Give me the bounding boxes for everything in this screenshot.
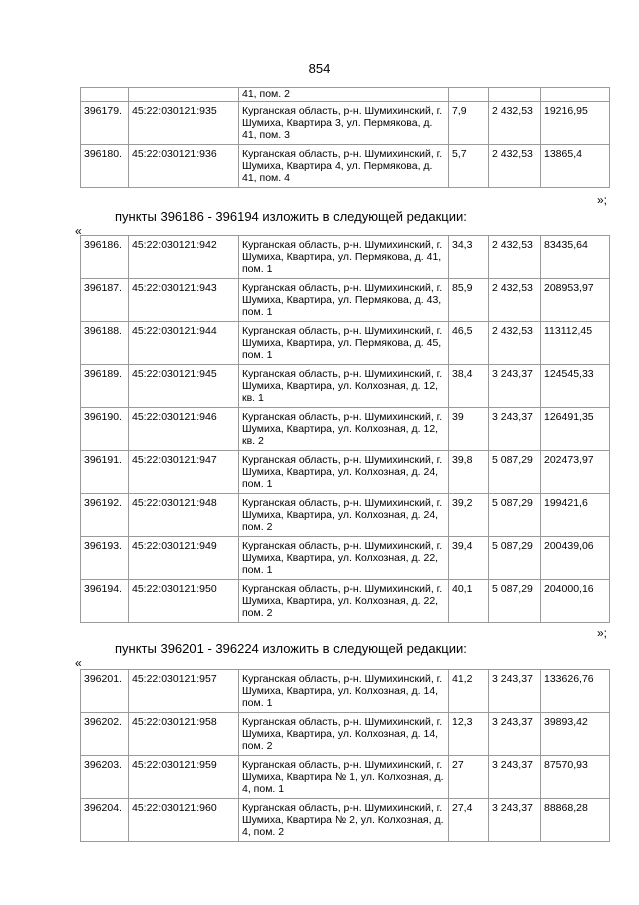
- rate: 3 243,37: [489, 799, 541, 842]
- area: 39: [449, 408, 489, 451]
- cadastral-number: 45:22:030121:958: [129, 713, 239, 756]
- row-number: 396188.: [81, 322, 129, 365]
- amendment-instruction: пункты 396201 - 396224 изложить в следующей редакции:: [115, 641, 467, 656]
- opening-quote: «: [75, 224, 82, 238]
- rate: 2 432,53: [489, 279, 541, 322]
- closing-quote: »;: [596, 626, 607, 640]
- cadastral-number: [129, 88, 239, 102]
- row-number: 396190.: [81, 408, 129, 451]
- opening-quote: «: [75, 656, 82, 670]
- cadastral-value: 87570,93: [541, 756, 610, 799]
- cadastral-number: 45:22:030121:942: [129, 236, 239, 279]
- address: Курганская область, р-н. Шумихинский, г. Шумиха, Квартира, ул. Колхозная, д. 14, пом. 1: [239, 670, 449, 713]
- rate: 2 432,53: [489, 236, 541, 279]
- rate: 2 432,53: [489, 102, 541, 145]
- table-row: [81, 365, 610, 408]
- cadastral-value: 88868,28: [541, 799, 610, 842]
- cadastral-value: 126491,35: [541, 408, 610, 451]
- row-number: 396189.: [81, 365, 129, 408]
- rate: 2 432,53: [489, 322, 541, 365]
- table-row: [81, 102, 610, 145]
- row-number: 396180.: [81, 145, 129, 188]
- rate: 3 243,37: [489, 756, 541, 799]
- cadastral-number: 45:22:030121:948: [129, 494, 239, 537]
- cadastral-value: 13865,4: [541, 145, 610, 188]
- rate: 5 087,29: [489, 537, 541, 580]
- address: 41, пом. 2: [239, 88, 449, 102]
- area: 39,2: [449, 494, 489, 537]
- cadastral-value: 39893,42: [541, 713, 610, 756]
- address: Курганская область, р-н. Шумихинский, г. Шумиха, Квартира, ул. Колхозная, д. 14, пом. 2: [239, 713, 449, 756]
- cadastral-number: 45:22:030121:960: [129, 799, 239, 842]
- cadastral-value: [541, 88, 610, 102]
- cadastral-number: 45:22:030121:935: [129, 102, 239, 145]
- area: [449, 88, 489, 102]
- row-number: 396193.: [81, 537, 129, 580]
- cadastral-value: 83435,64: [541, 236, 610, 279]
- address: Курганская область, р-н. Шумихинский, г. Шумиха, Квартира, ул. Колхозная, д. 12, кв. 2: [239, 408, 449, 451]
- cadastral-value: 124545,33: [541, 365, 610, 408]
- area: 39,8: [449, 451, 489, 494]
- cadastral-number: 45:22:030121:944: [129, 322, 239, 365]
- table-row: [81, 670, 610, 713]
- address: Курганская область, р-н. Шумихинский, г. Шумиха, Квартира, ул. Пермякова, д. 43, пом. 1: [239, 279, 449, 322]
- rate: 5 087,29: [489, 580, 541, 623]
- address: Курганская область, р-н. Шумихинский, г. Шумиха, Квартира № 2, ул. Колхозная, д. 4, пом. 2: [239, 799, 449, 842]
- address: Курганская область, р-н. Шумихинский, г. Шумиха, Квартира, ул. Колхозная, д. 24, пом. 1: [239, 451, 449, 494]
- closing-quote: »;: [596, 193, 607, 207]
- row-number: 396192.: [81, 494, 129, 537]
- table-row: [81, 799, 610, 842]
- area: 85,9: [449, 279, 489, 322]
- table-row: [81, 88, 610, 102]
- cadastral-value: 199421,6: [541, 494, 610, 537]
- area: 41,2: [449, 670, 489, 713]
- cadastral-number: 45:22:030121:947: [129, 451, 239, 494]
- amendment-instruction: пункты 396186 - 396194 изложить в следующей редакции:: [115, 209, 467, 224]
- address: Курганская область, р-н. Шумихинский, г. Шумиха, Квартира, ул. Пермякова, д. 45, пом. 1: [239, 322, 449, 365]
- table-row: [81, 713, 610, 756]
- area: 40,1: [449, 580, 489, 623]
- table-row: [81, 494, 610, 537]
- area: 38,4: [449, 365, 489, 408]
- address: Курганская область, р-н. Шумихинский, г. Шумиха, Квартира, ул. Колхозная, д. 22, пом. 2: [239, 580, 449, 623]
- address: Курганская область, р-н. Шумихинский, г. Шумиха, Квартира 4, ул. Пермякова, д. 41, пом. 4: [239, 145, 449, 188]
- register-table-3: [80, 669, 610, 842]
- row-number: 396179.: [81, 102, 129, 145]
- cadastral-number: 45:22:030121:946: [129, 408, 239, 451]
- cadastral-value: 133626,76: [541, 670, 610, 713]
- area: 46,5: [449, 322, 489, 365]
- area: 5,7: [449, 145, 489, 188]
- table-row: [81, 322, 610, 365]
- row-number: 396204.: [81, 799, 129, 842]
- table-row: [81, 408, 610, 451]
- table-row: [81, 279, 610, 322]
- address: Курганская область, р-н. Шумихинский, г. Шумиха, Квартира, ул. Колхозная, д. 12, кв. 1: [239, 365, 449, 408]
- address: Курганская область, р-н. Шумихинский, г. Шумиха, Квартира № 1, ул. Колхозная, д. 4, пом. 1: [239, 756, 449, 799]
- table-row: [81, 537, 610, 580]
- address: Курганская область, р-н. Шумихинский, г. Шумиха, Квартира 3, ул. Пермякова, д. 41, пом. 3: [239, 102, 449, 145]
- table-row: [81, 236, 610, 279]
- row-number: 396194.: [81, 580, 129, 623]
- address: Курганская область, р-н. Шумихинский, г. Шумиха, Квартира, ул. Колхозная, д. 24, пом. 2: [239, 494, 449, 537]
- cadastral-value: 204000,16: [541, 580, 610, 623]
- row-number: 396186.: [81, 236, 129, 279]
- register-table-2: [80, 235, 610, 623]
- cadastral-value: 202473,97: [541, 451, 610, 494]
- rate: 5 087,29: [489, 494, 541, 537]
- cadastral-value: 113112,45: [541, 322, 610, 365]
- rate: 3 243,37: [489, 365, 541, 408]
- table-row: [81, 451, 610, 494]
- rate: 3 243,37: [489, 670, 541, 713]
- cadastral-number: 45:22:030121:945: [129, 365, 239, 408]
- row-number: 396187.: [81, 279, 129, 322]
- row-number: 396191.: [81, 451, 129, 494]
- rate: 5 087,29: [489, 451, 541, 494]
- row-number: 396201.: [81, 670, 129, 713]
- rate: [489, 88, 541, 102]
- cadastral-number: 45:22:030121:959: [129, 756, 239, 799]
- address: Курганская область, р-н. Шумихинский, г. Шумиха, Квартира, ул. Пермякова, д. 41, пом. 1: [239, 236, 449, 279]
- table-row: [81, 756, 610, 799]
- area: 12,3: [449, 713, 489, 756]
- area: 7,9: [449, 102, 489, 145]
- area: 27,4: [449, 799, 489, 842]
- area: 39,4: [449, 537, 489, 580]
- cadastral-value: 200439,06: [541, 537, 610, 580]
- cadastral-number: 45:22:030121:957: [129, 670, 239, 713]
- cadastral-value: 19216,95: [541, 102, 610, 145]
- table-row: [81, 145, 610, 188]
- register-table-1: [80, 87, 610, 188]
- cadastral-number: 45:22:030121:949: [129, 537, 239, 580]
- page-number: 854: [308, 61, 331, 76]
- cadastral-number: 45:22:030121:936: [129, 145, 239, 188]
- area: 34,3: [449, 236, 489, 279]
- rate: 3 243,37: [489, 713, 541, 756]
- table-row: [81, 580, 610, 623]
- area: 27: [449, 756, 489, 799]
- row-number: [81, 88, 129, 102]
- row-number: 396202.: [81, 713, 129, 756]
- address: Курганская область, р-н. Шумихинский, г. Шумиха, Квартира, ул. Колхозная, д. 22, пом. 1: [239, 537, 449, 580]
- cadastral-value: 208953,97: [541, 279, 610, 322]
- rate: 3 243,37: [489, 408, 541, 451]
- rate: 2 432,53: [489, 145, 541, 188]
- row-number: 396203.: [81, 756, 129, 799]
- cadastral-number: 45:22:030121:950: [129, 580, 239, 623]
- cadastral-number: 45:22:030121:943: [129, 279, 239, 322]
